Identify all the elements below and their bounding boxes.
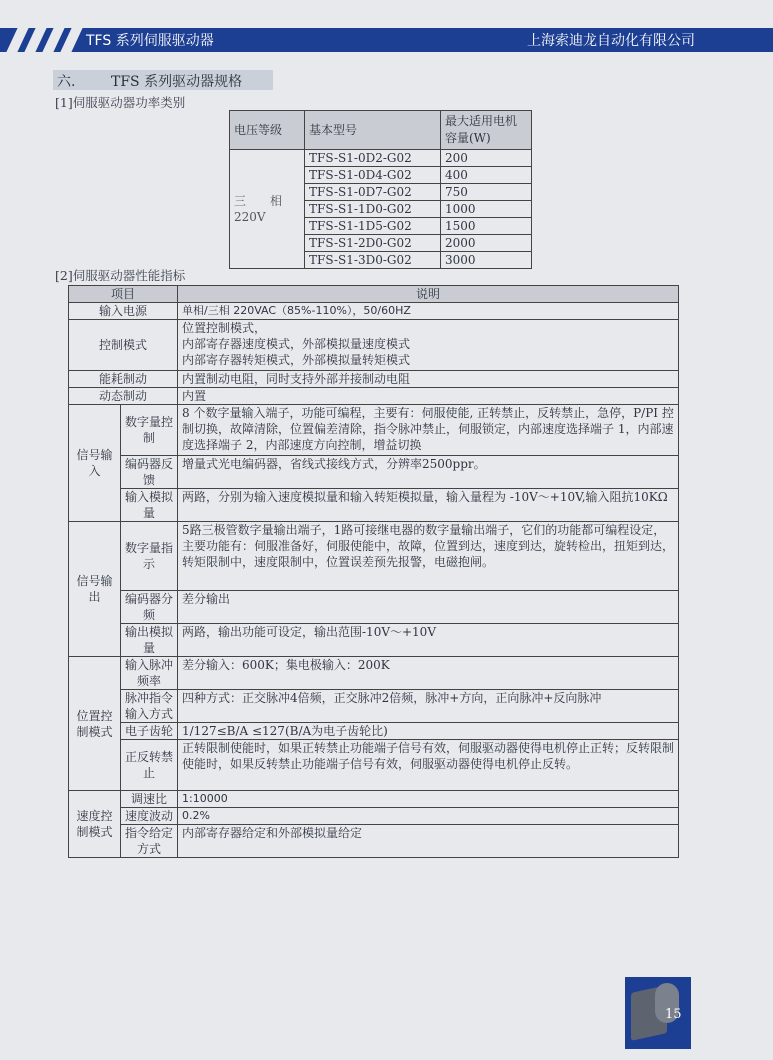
sub-label: 正反转禁止 <box>121 740 178 791</box>
control-mode-line: 内部寄存器速度模式，外部模拟量速度模式 <box>182 337 411 351</box>
power-table-caption: [1]伺服驱动器功率类别 <box>55 95 186 110</box>
sub-label: 调速比 <box>121 791 178 808</box>
header-description: 说明 <box>178 286 679 303</box>
sub-label: 编码器分频 <box>121 591 178 624</box>
row-value: 内置 <box>178 388 679 405</box>
watt-cell: 1000 <box>441 201 532 218</box>
performance-spec-table <box>68 285 679 858</box>
header-left-title: TFS 系列伺服驱动器 <box>86 33 214 49</box>
row-value: 正转限制使能时，如果正转禁止功能端子信号有效，伺服驱动器使得电机停止正转；反转限制使能时，如果反转禁止功能端子信号有效，伺服驱动器使得电机停止反转。 <box>178 740 679 791</box>
row-value: 四种方式：正交脉冲4倍频，正交脉冲2倍频，脉冲+方向，正向脉冲+反向脉冲 <box>178 690 679 723</box>
model-cell: TFS-S1-0D2-G02 <box>305 150 441 167</box>
header-item: 项目 <box>69 286 178 303</box>
voltage-value: 220V <box>234 210 266 224</box>
row-value: 8 个数字量输入端子，功能可编程，主要有：伺服使能, 正转禁止，反转禁止，急停，P/PI 控制切换，故障清除，位置偏差清除，指令脉冲禁止，伺服锁定，内部速度选择端子 1，内部速度选择端子 2，内部速度方向控制，增益切换 <box>178 405 679 456</box>
model-cell: TFS-S1-1D0-G02 <box>305 201 441 218</box>
row-label: 输入电源 <box>69 303 178 320</box>
voltage-cell <box>230 150 305 269</box>
watt-cell: 2000 <box>441 235 532 252</box>
section-title <box>53 70 273 90</box>
header-company-name: 上海索迪龙自动化有限公司 <box>527 33 695 49</box>
watt-cell: 1500 <box>441 218 532 235</box>
page-number-box <box>625 977 691 1049</box>
model-cell: TFS-S1-1D5-G02 <box>305 218 441 235</box>
header-bar <box>0 28 773 52</box>
model-cell: TFS-S1-0D7-G02 <box>305 184 441 201</box>
model-cell: TFS-S1-3D0-G02 <box>305 252 441 269</box>
row-value <box>178 320 679 371</box>
voltage-phase: 三 相 <box>234 194 283 208</box>
group-label: 信号输出 <box>69 522 121 657</box>
row-value: 两路，分别为输入速度模拟量和输入转矩模拟量，输入量程为 -10V～+10V,输入阻抗10KΩ <box>178 489 679 522</box>
row-label: 控制模式 <box>69 320 178 371</box>
watt-cell: 400 <box>441 167 532 184</box>
group-label: 信号输入 <box>69 405 121 522</box>
header-voltage: 电压等级 <box>230 111 305 150</box>
section-number: 六. <box>57 74 76 90</box>
control-mode-line: 位置控制模式， <box>182 321 267 335</box>
sub-label: 数字量指示 <box>121 522 178 591</box>
page-number: 15 <box>665 1007 682 1022</box>
row-value: 差分输入：600K；集电极输入：200K <box>178 657 679 690</box>
section-title-text: TFS 系列驱动器规格 <box>111 74 243 90</box>
row-value: 0.2% <box>178 808 679 825</box>
header-capacity: 最大适用电机容量(W) <box>441 111 532 150</box>
row-value: 单相/三相 220VAC（85%-110%），50/60HZ <box>178 303 679 320</box>
sub-label: 脉冲指令输入方式 <box>121 690 178 723</box>
row-value: 1:10000 <box>178 791 679 808</box>
group-label: 位置控制模式 <box>69 657 121 791</box>
row-label: 动态制动 <box>69 388 178 405</box>
control-mode-line: 内部寄存器转矩模式，外部模拟量转矩模式 <box>182 353 411 367</box>
sub-label: 输入脉冲频率 <box>121 657 178 690</box>
sub-label: 输出模拟量 <box>121 624 178 657</box>
sub-label: 编码器反馈 <box>121 456 178 489</box>
header-model: 基本型号 <box>305 111 441 150</box>
watt-cell: 200 <box>441 150 532 167</box>
model-cell: TFS-S1-0D4-G02 <box>305 167 441 184</box>
sub-label: 数字量控制 <box>121 405 178 456</box>
row-value: 两路，输出功能可设定，输出范围-10V～+10V <box>178 624 679 657</box>
sub-label: 输入模拟量 <box>121 489 178 522</box>
watt-cell: 750 <box>441 184 532 201</box>
sub-label: 指令给定方式 <box>121 825 178 858</box>
row-value: 差分输出 <box>178 591 679 624</box>
row-value: 5路三极管数字量输出端子，1路可接继电器的数字量输出端子，它们的功能都可编程设定，主要功能有：伺服准备好，伺服使能中，故障，位置到达，速度到达，旋转检出，扭矩到达，转矩限制中，速度限制中，位置误差预先报警，电磁抱闸。 <box>178 522 679 591</box>
row-label: 能耗制动 <box>69 371 178 388</box>
row-value: 内置制动电阻，同时支持外部并接制动电阻 <box>178 371 679 388</box>
sub-label: 速度波动 <box>121 808 178 825</box>
watt-cell: 3000 <box>441 252 532 269</box>
row-value: 1/127≤B/A ≤127(B/A为电子齿轮比) <box>178 723 679 740</box>
spec-table-caption: [2]伺服驱动器性能指标 <box>55 268 186 283</box>
row-value: 增量式光电编码器，省线式接线方式，分辨率2500ppr。 <box>178 456 679 489</box>
model-cell: TFS-S1-2D0-G02 <box>305 235 441 252</box>
sub-label: 电子齿轮 <box>121 723 178 740</box>
row-value: 内部寄存器给定和外部模拟量给定 <box>178 825 679 858</box>
group-label: 速度控制模式 <box>69 791 121 858</box>
power-class-table <box>229 110 532 269</box>
